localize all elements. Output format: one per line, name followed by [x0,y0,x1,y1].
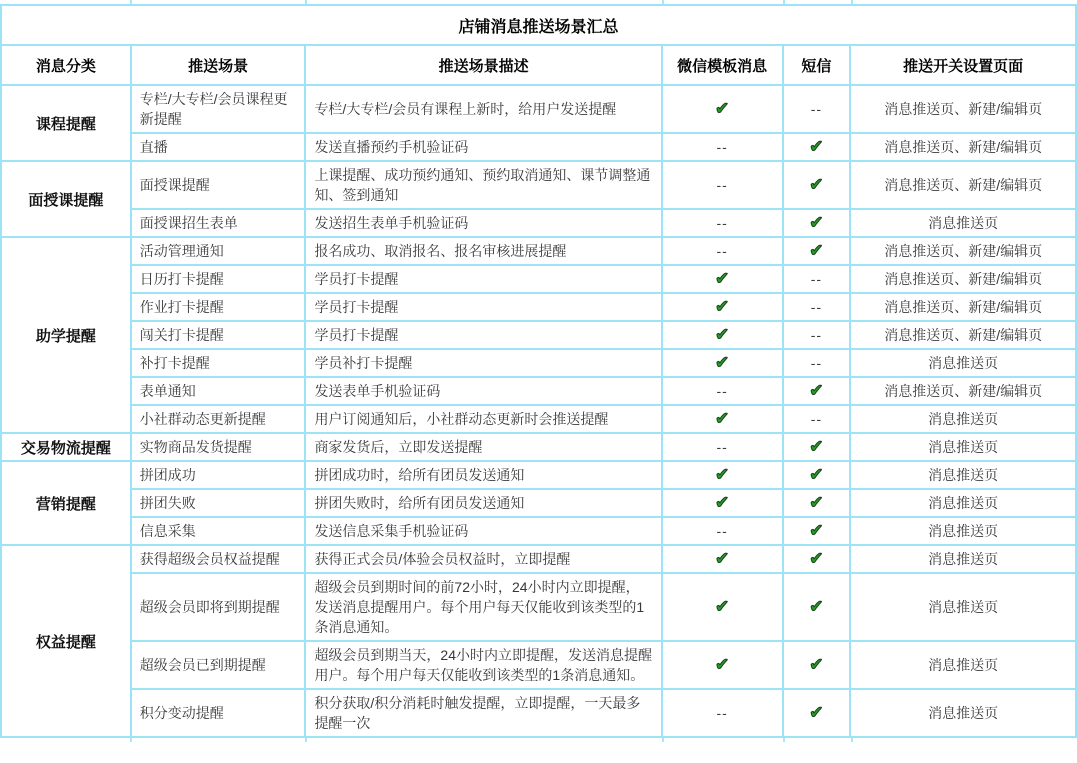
table-row [1,265,1076,293]
wechat-template-cell [662,377,783,405]
table-row [1,85,1076,133]
wechat-template-cell [662,161,783,209]
category-cell: 助学提醒 [1,237,131,433]
check-icon: ✔ [809,549,824,568]
wechat-template-cell [662,405,783,433]
description-cell: 上课提醒、成功预约通知、预约取消通知、课节调整通知、签到通知 [305,161,661,209]
check-icon: ✔ [715,325,730,344]
sms-cell [783,265,851,293]
dash-mark: -- [716,383,728,399]
wechat-template-cell [662,265,783,293]
check-icon: ✔ [809,437,824,456]
wechat-template-cell [662,573,783,641]
description-cell: 拼团失败时，给所有团员发送通知 [305,489,661,517]
category-cell: 权益提醒 [1,545,131,737]
switch-page-cell: 消息推送页 [850,489,1076,517]
scene-cell: 面授课提醒 [131,161,306,209]
title-row [1,5,1076,45]
wechat-template-cell [662,85,783,133]
push-scenario-table [0,4,1077,738]
switch-page-cell: 消息推送页、新建/编辑页 [850,133,1076,161]
sms-cell [783,85,851,133]
gridline-tick [783,0,785,4]
scene-cell: 拼团失败 [131,489,306,517]
wechat-template-cell [662,461,783,489]
check-icon: ✔ [809,597,824,616]
switch-page-cell: 消息推送页 [850,433,1076,461]
dash-mark: -- [716,139,728,155]
scene-cell: 实物商品发货提醒 [131,433,306,461]
scene-cell: 表单通知 [131,377,306,405]
table-row [1,545,1076,573]
col-header-description: 推送场景描述 [305,45,661,85]
table-row [1,321,1076,349]
table-row [1,405,1076,433]
gridline-tick [662,738,664,742]
gridline-tick [851,738,853,742]
table-row [1,689,1076,737]
switch-page-cell: 消息推送页、新建/编辑页 [850,85,1076,133]
sms-cell [783,517,851,545]
sms-cell [783,489,851,517]
description-cell: 积分获取/积分消耗时触发提醒，立即提醒，一天最多提醒一次 [305,689,661,737]
sms-cell [783,641,851,689]
table-row [1,641,1076,689]
gridline-tick [130,738,132,742]
check-icon: ✔ [715,269,730,288]
switch-page-cell: 消息推送页、新建/编辑页 [850,293,1076,321]
category-cell: 面授课提醒 [1,161,131,237]
table-row [1,209,1076,237]
check-icon: ✔ [715,99,730,118]
switch-page-cell: 消息推送页、新建/编辑页 [850,377,1076,405]
sms-cell [783,377,851,405]
description-cell: 学员补打卡提醒 [305,349,661,377]
col-header-scene: 推送场景 [131,45,306,85]
description-cell: 拼团成功时，给所有团员发送通知 [305,461,661,489]
check-icon: ✔ [715,493,730,512]
description-cell: 发送直播预约手机验证码 [305,133,661,161]
wechat-template-cell [662,545,783,573]
description-cell: 用户订阅通知后，小社群动态更新时会推送提醒 [305,405,661,433]
switch-page-cell: 消息推送页、新建/编辑页 [850,237,1076,265]
description-cell: 发送招生表单手机验证码 [305,209,661,237]
check-icon: ✔ [809,703,824,722]
table-row [1,161,1076,209]
category-cell: 课程提醒 [1,85,131,161]
table-row [1,433,1076,461]
description-cell: 获得正式会员/体验会员权益时，立即提醒 [305,545,661,573]
check-icon: ✔ [715,549,730,568]
dash-mark: -- [716,523,728,539]
col-header-wechat: 微信模板消息 [662,45,783,85]
gridline-tick [851,0,853,4]
sms-cell [783,293,851,321]
description-cell: 学员打卡提醒 [305,321,661,349]
category-cell: 交易物流提醒 [1,433,131,461]
switch-page-cell: 消息推送页、新建/编辑页 [850,265,1076,293]
description-cell: 发送表单手机验证码 [305,377,661,405]
table-row [1,461,1076,489]
dash-mark: -- [716,243,728,259]
wechat-template-cell [662,517,783,545]
scene-cell: 活动管理通知 [131,237,306,265]
scene-cell: 小社群动态更新提醒 [131,405,306,433]
dash-mark: -- [716,177,728,193]
category-cell: 营销提醒 [1,461,131,545]
table-row [1,517,1076,545]
description-cell: 专栏/大专栏/会员有课程上新时，给用户发送提醒 [305,85,661,133]
sms-cell [783,433,851,461]
dash-mark: -- [716,705,728,721]
check-icon: ✔ [809,137,824,156]
table-row [1,133,1076,161]
check-icon: ✔ [715,465,730,484]
scene-cell: 信息采集 [131,517,306,545]
switch-page-cell: 消息推送页 [850,545,1076,573]
check-icon: ✔ [715,597,730,616]
sms-cell [783,209,851,237]
grid-sliver-top [0,0,1077,4]
wechat-template-cell [662,293,783,321]
table-row [1,489,1076,517]
scene-cell: 积分变动提醒 [131,689,306,737]
gridline-tick [662,0,664,4]
dash-mark: -- [810,411,823,427]
dash-mark: -- [716,439,728,455]
check-icon: ✔ [809,175,824,194]
description-cell: 超级会员到期当天，24小时内立即提醒，发送消息提醒用户。每个用户每天仅能收到该类型的1条消息通知。 [305,641,661,689]
scene-cell: 面授课招生表单 [131,209,306,237]
check-icon: ✔ [715,297,730,316]
table-row [1,377,1076,405]
gridline-tick [130,0,132,4]
switch-page-cell: 消息推送页 [850,461,1076,489]
gridline-tick [305,0,307,4]
dash-mark: -- [810,299,823,315]
wechat-template-cell [662,321,783,349]
col-header-sms: 短信 [783,45,851,85]
check-icon: ✔ [809,521,824,540]
check-icon: ✔ [809,655,824,674]
description-cell: 超级会员到期时间的前72小时，24小时内立即提醒，发送消息提醒用户。每个用户每天仅能收到该类型的1条消息通知。 [305,573,661,641]
scene-cell: 超级会员已到期提醒 [131,641,306,689]
scene-cell: 直播 [131,133,306,161]
gridline-tick [783,738,785,742]
switch-page-cell: 消息推送页 [850,405,1076,433]
description-cell: 学员打卡提醒 [305,293,661,321]
check-icon: ✔ [809,213,824,232]
sms-cell [783,133,851,161]
wechat-template-cell [662,433,783,461]
table-row [1,293,1076,321]
description-cell: 报名成功、取消报名、报名审核进展提醒 [305,237,661,265]
scene-cell: 获得超级会员权益提醒 [131,545,306,573]
check-icon: ✔ [715,409,730,428]
wechat-template-cell [662,133,783,161]
dash-mark: -- [810,271,823,287]
dash-mark: -- [810,101,823,117]
table-row [1,573,1076,641]
scene-cell: 日历打卡提醒 [131,265,306,293]
sms-cell [783,321,851,349]
sms-cell [783,161,851,209]
check-icon: ✔ [809,381,824,400]
switch-page-cell: 消息推送页、新建/编辑页 [850,321,1076,349]
wechat-template-cell [662,641,783,689]
dash-mark: -- [810,355,823,371]
sms-cell [783,237,851,265]
grid-sliver-bottom [0,738,1077,742]
scene-cell: 作业打卡提醒 [131,293,306,321]
table-row [1,349,1076,377]
sms-cell [783,461,851,489]
switch-page-cell: 消息推送页 [850,641,1076,689]
description-cell: 学员打卡提醒 [305,265,661,293]
sms-cell [783,573,851,641]
check-icon: ✔ [715,655,730,674]
gridline-tick [305,738,307,742]
col-header-category: 消息分类 [1,45,131,85]
wechat-template-cell [662,489,783,517]
switch-page-cell: 消息推送页、新建/编辑页 [850,161,1076,209]
check-icon: ✔ [809,465,824,484]
switch-page-cell: 消息推送页 [850,517,1076,545]
wechat-template-cell [662,237,783,265]
switch-page-cell: 消息推送页 [850,349,1076,377]
table-title: 店铺消息推送场景汇总 [1,5,1076,45]
header-row [1,45,1076,85]
scene-cell: 补打卡提醒 [131,349,306,377]
col-header-switch-page: 推送开关设置页面 [850,45,1076,85]
dash-mark: -- [716,215,728,231]
wechat-template-cell [662,209,783,237]
description-cell: 发送信息采集手机验证码 [305,517,661,545]
wechat-template-cell [662,689,783,737]
sms-cell [783,689,851,737]
table-row [1,237,1076,265]
check-icon: ✔ [809,241,824,260]
wechat-template-cell [662,349,783,377]
switch-page-cell: 消息推送页 [850,209,1076,237]
sms-cell [783,545,851,573]
check-icon: ✔ [809,493,824,512]
sms-cell [783,405,851,433]
sms-cell [783,349,851,377]
switch-page-cell: 消息推送页 [850,689,1076,737]
scene-cell: 超级会员即将到期提醒 [131,573,306,641]
switch-page-cell: 消息推送页 [850,573,1076,641]
scene-cell: 专栏/大专栏/会员课程更新提醒 [131,85,306,133]
check-icon: ✔ [715,353,730,372]
dash-mark: -- [810,327,823,343]
scene-cell: 闯关打卡提醒 [131,321,306,349]
description-cell: 商家发货后，立即发送提醒 [305,433,661,461]
scene-cell: 拼团成功 [131,461,306,489]
